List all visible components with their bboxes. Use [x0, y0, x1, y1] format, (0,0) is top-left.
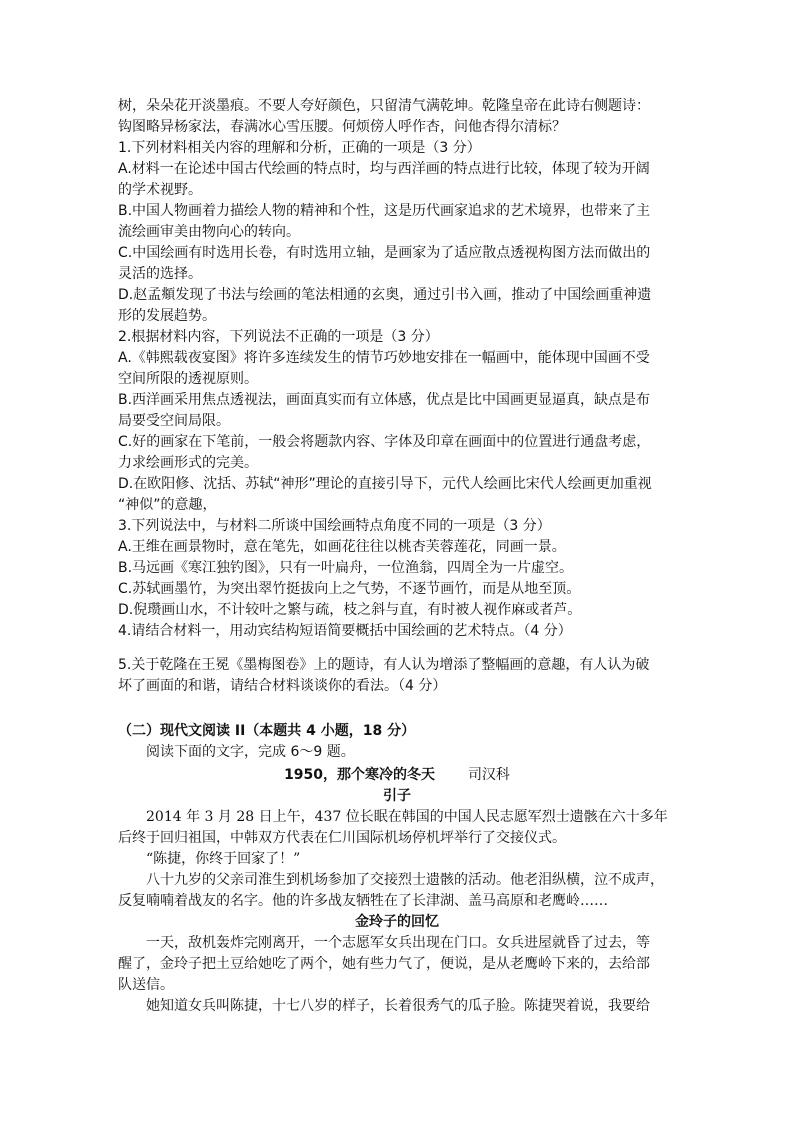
question-1-option-d-cont: 形的发展趋势。 [118, 308, 216, 324]
question-3-option-a: A.王维在画景物时，意在笔先，如画花往往以桃杏芙蓉莲花，同画一景。 [118, 539, 566, 555]
paragraph-4-line-1: 一天，敌机轰炸完刚离开，一个志愿军女兵出现在门口。女兵进屋就昏了过去，等 [146, 935, 650, 951]
question-3-option-d: D.倪瓒画山水，不计较叶之繁与疏，枝之斜与直，有时被人视作麻或者芦。 [118, 602, 582, 618]
question-1-option-c: C.中国绘画有时选用长卷，有时选用立轴，是画家为了适应散点透视构图方法而做出的 [118, 245, 651, 261]
subheading-intro: 引子 [383, 788, 411, 804]
subheading-memory: 金玲子的回忆 [355, 914, 439, 930]
intro-poem-line-1: 树，朵朵花开淡墨痕。不要人夸好颜色，只留清气满乾坤。乾隆皇帝在此诗右侧题诗： [118, 98, 650, 114]
question-2-option-c-cont: 力求绘画形式的完美。 [118, 455, 258, 471]
paragraph-2: “陈捷，你终于回家了！” [146, 851, 301, 867]
section-instruction: 阅读下面的文字，完成 6～9 题。 [146, 744, 355, 760]
question-1-option-a-cont: 的学术视野。 [118, 182, 202, 198]
paragraph-3-line-1: 八十九岁的父亲司淮生到机场参加了交接烈士遗骸的活动。他老泪纵横，泣不成声， [146, 872, 664, 888]
paragraph-4-line-2: 醒了，金玲子把土豆给她吃了两个，她有些力气了，便说，是从老鹰岭下来的，去给部 [118, 956, 650, 972]
question-2-option-d-cont: “神似”的意趣， [118, 497, 217, 513]
question-5-stem: 5.关于乾隆在王冕《墨梅图卷》上的题诗，有人认为增添了整幅画的意趣，有人认为破 [118, 657, 650, 673]
question-2-option-b: B.西洋画采用焦点透视法，画面真实而有立体感，优点是比中国画更显逼真，缺点是布 [118, 392, 651, 408]
question-1-option-a: A.材料一在论述中国古代绘画的特点时，均与西洋画的特点进行比较，体现了较为开阔 [118, 161, 650, 177]
question-3-option-b: B.马远画《寒江独钓图》，只有一叶扁舟，一位渔翁，四周全为一片虚空。 [118, 560, 574, 576]
question-1-option-b-cont: 流绘画审美由物向心的转向。 [118, 224, 300, 240]
question-3-option-c: C.苏轼画墨竹，为突出翠竹挺拔向上之气势，不逐节画竹，而是从地至顶。 [118, 581, 581, 597]
story-title-line [0, 765, 794, 786]
paragraph-1-line-1: 2014 年 3 月 28 日上午，437 位长眠在韩国的中国人民志愿军烈士遗骸在六十多年 [146, 809, 668, 825]
question-1-option-d: D.赵孟頫发现了书法与绘画的笔法相通的玄奥，通过引书入画，推动了中国绘画重神遗 [118, 287, 652, 303]
question-2-option-a-cont: 空间所限的透视原则。 [118, 371, 258, 387]
question-4-stem: 4.请结合材料一，用动宾结构短语简要概括中国绘画的艺术特点。（4 分） [118, 623, 572, 639]
intro-poem-line-2: 钩图略异杨家法，春满冰心雪压腰。何烦傍人呼作杏，问他杏得尔清标？ [118, 119, 566, 135]
question-5-stem-cont: 坏了画面的和谐，请结合材料谈谈你的看法。（4 分） [118, 678, 447, 694]
paragraph-3-line-2: 反复喃喃着战友的名字。他的许多战友牺牲在了长津湖、盖马高原和老鹰岭…… [118, 893, 608, 909]
story-author: 司汉科 [467, 767, 510, 783]
question-1-option-b: B.中国人物画着力描绘人物的精神和个性，这是历代画家追求的艺术境界，也带来了主 [118, 203, 651, 219]
paragraph-4-line-3: 队送信。 [118, 977, 174, 993]
question-2-stem: 2.根据材料内容，下列说法不正确的一项是（3 分） [118, 329, 439, 345]
paragraph-5-line-1: 她知道女兵叫陈捷，十七八岁的样子，长着很秀气的瓜子脸。陈捷哭着说，我要给 [146, 998, 650, 1014]
question-2-option-d: D.在欧阳修、沈括、苏轼“神形”理论的直接引导下，元代人绘画比宋代人绘画更加重视 [118, 476, 652, 492]
question-2-option-b-cont: 局要受空间局限。 [118, 413, 230, 429]
story-title: 1950，那个寒冷的冬天 [284, 767, 436, 783]
question-2-option-c: C.好的画家在下笔前，一般会将题款内容、字体及印章在画面中的位置进行通盘考虑， [118, 434, 651, 450]
question-1-option-c-cont: 灵活的选择。 [118, 266, 202, 282]
section-heading: （二）现代文阅读 II（本题共 4 小题，18 分） [118, 723, 416, 739]
question-3-stem: 3.下列说法中，与材料二所谈中国绘画特点角度不同的一项是（3 分） [118, 518, 551, 534]
paragraph-1-line-2: 后终于回归祖国，中韩双方代表在仁川国际机场停机坪举行了交接仪式。 [118, 830, 566, 846]
question-2-option-a: A.《韩熙载夜宴图》将许多连续发生的情节巧妙地安排在一幅画中，能体现中国画不受 [118, 350, 650, 366]
question-1-stem: 1.下列材料相关内容的理解和分析，正确的一项是（3 分） [118, 140, 481, 156]
